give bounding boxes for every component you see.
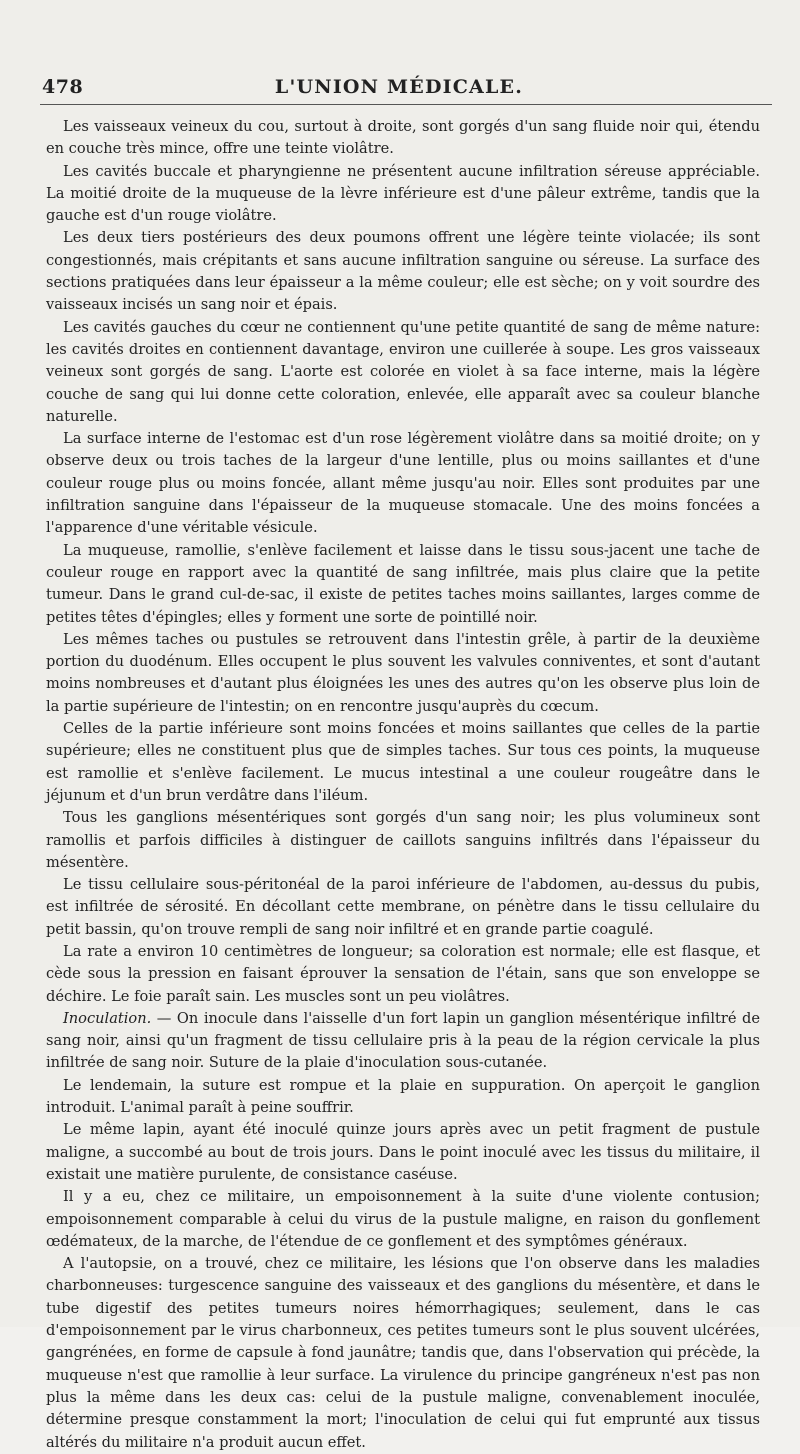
paragraph: Il y a eu, chez ce militaire, un empoisonnement à la suite d'une violente contusion; empoisonnement comparable à celui du virus de la pustule maligne, en raison du gonflement œdémateux, de la marche, de l'étendue de ce gonflement et des symptômes généraux. <box>46 1188 760 1250</box>
paragraph: La surface interne de l'estomac est d'un rose légèrement violâtre dans sa moitié droite; on y observe deux ou trois taches de la largeur d'une lentille, plus ou moins saillantes et d'une couleur rouge plus ou moins foncée, allant même jusqu'au noir. Elles sont produites par une infiltration sanguine dans l'épaisseur de la muqueuse stomacale. Une des moins foncées a l'apparence d'une véritable vésicule. <box>46 430 760 537</box>
paragraph: Le même lapin, ayant été inoculé quinze jours après avec un petit fragment de pustule maligne, a succombé au bout de trois jours. Dans le point inoculé avec les tissus du militaire, il existait une matière purulente, de consistance caséuse. <box>46 1121 760 1183</box>
paragraph: Celles de la partie inférieure sont moins foncées et moins saillantes que celles de la partie supérieure; elles ne constituent plus que de simples taches. Sur tous ces points, la muqueuse est ramollie et s'enlève facilement. Le mucus intestinal a une couleur rougeâtre dans le jéjunum et d'un brun verdâtre dans l'iléum. <box>46 720 760 804</box>
inoculation-text: — On inocule dans l'aisselle d'un fort lapin un ganglion mésentérique infiltré de sang noir, ainsi qu'un fragment de tissu cellulaire pris à la peau de la région cervicale la plus infiltrée de sang noir. Suture de la plaie d'inoculation sous-cutanée. <box>46 1009 760 1072</box>
running-title: L'UNION MÉDICALE. <box>274 76 524 98</box>
paragraph: Les mêmes taches ou pustules se retrouvent dans l'intestin grêle, à partir de la deuxième portion du duodénum. Elles occupent le plus souvent les valvules conniventes, et sont d'autant moins nombreuses et d'autant plus éloignées les unes des autres qu'on les observe plus loin de la partie supérieure de l'intestin; on en rencontre jusqu'auprès du cœcum. <box>46 630 760 715</box>
paragraph: Les deux tiers postérieurs des deux poumons offrent une légère teinte violacée; ils sont congestionnés, mais crépitants et sans aucune infiltration sanguine ou séreuse. La surface des sections pratiquées dans leur épaisseur a la même couleur; elle est sèche; on y voit sourdre des vaisseaux incisés un sang noir et épais. <box>46 229 760 314</box>
paragraph: A l'autopsie, on a trouvé, chez ce militaire, les lésions que l'on observe dans les maladies charbonneuses: turgescence sanguine des vaisseaux et des ganglions du mésentère, et dans le tube digestif des petites tumeurs noires hémorrhagiques; seulement, dans le cas d'empoisonnement par le virus charbonneux, ces petites tumeurs sont le plus souvent ulcérées, gangrénées, en forme de capsule à fond jaunâtre; tandis que, dans l'observation qui précède, la muqueuse n'est que ramollie à leur surface. La virulence du principe gangréneux n'est pas non plus la même dans les deux cas: celui de la pustule maligne, convenablement inoculée, détermine presque constamment la mort; l'inoculation de celui qui fut emprunté aux tissus altérés du militaire n'a produit aucun effet. <box>46 1255 760 1451</box>
paragraph: Le tissu cellulaire sous-péritonéal de la paroi inférieure de l'abdomen, au-dessus du pubis, est infiltrée de sérosité. En décollant cette membrane, on pénètre dans le tissu cellulaire du petit bassin, qu'on trouve rempli de sang noir infiltré et en grande partie coagulé. <box>46 876 760 938</box>
page-header <box>38 72 760 102</box>
inoculation-label: Inoculation. <box>63 1009 152 1027</box>
paragraph: La muqueuse, ramollie, s'enlève facilement et laisse dans le tissu sous-jacent une tache de couleur rouge en rapport avec la quantité de sang infiltrée, mais plus claire que la petite tumeur. Dans le grand cul-de-sac, il existe de petites taches moins saillantes, larges comme de petites têtes d'épingles; elles y forment une sorte de pointillé noir. <box>46 541 760 626</box>
inoculation-paragraph <box>46 1008 760 1075</box>
paragraph: La rate a environ 10 centimètres de longueur; sa coloration est normale; elle est flasque, et cède sous la pression en faisant éprouver la sensation de l'étain, sans que son enveloppe se déchire. Le foie paraît sain. Les muscles sont un peu violâtres. <box>46 942 760 1005</box>
paragraph: Les vaisseaux veineux du cou, surtout à droite, sont gorgés d'un sang fluide noir qui, étendu en couche très mince, offre une teinte violâtre. <box>46 118 760 158</box>
paragraph: Le lendemain, la suture est rompue et la plaie en suppuration. On aperçoit le ganglion introduit. L'animal paraît à peine souffrir. <box>46 1076 760 1117</box>
paragraph: Les cavités buccale et pharyngienne ne présentent aucune infiltration séreuse appréciable. La moitié droite de la muqueuse de la lèvre inférieure est d'une pâleur extrême, tandis que la gauche est d'un rouge violâtre. <box>46 162 760 225</box>
page-number: 478 <box>42 76 84 98</box>
paragraph: Tous les ganglions mésentériques sont gorgés d'un sang noir; les plus volumineux sont ramollis et parfois difficiles à distinguer de caillots sanguins infiltrés dans l'épaisseur du mésentère. <box>46 809 760 871</box>
header-rule <box>40 104 772 105</box>
paragraph: Les cavités gauches du cœur ne contiennent qu'une petite quantité de sang de même nature: les cavités droites en contiennent davantage, environ une cuillerée à soupe. Les gros vaisseaux veineux sont gorgés de sang. L'aorte est colorée en violet à sa face interne, mais la légère couche de sang qui lui donne cette coloration, enlevée, elle apparaît avec sa couleur blanche naturelle. <box>46 318 760 425</box>
body-text <box>46 116 760 1454</box>
